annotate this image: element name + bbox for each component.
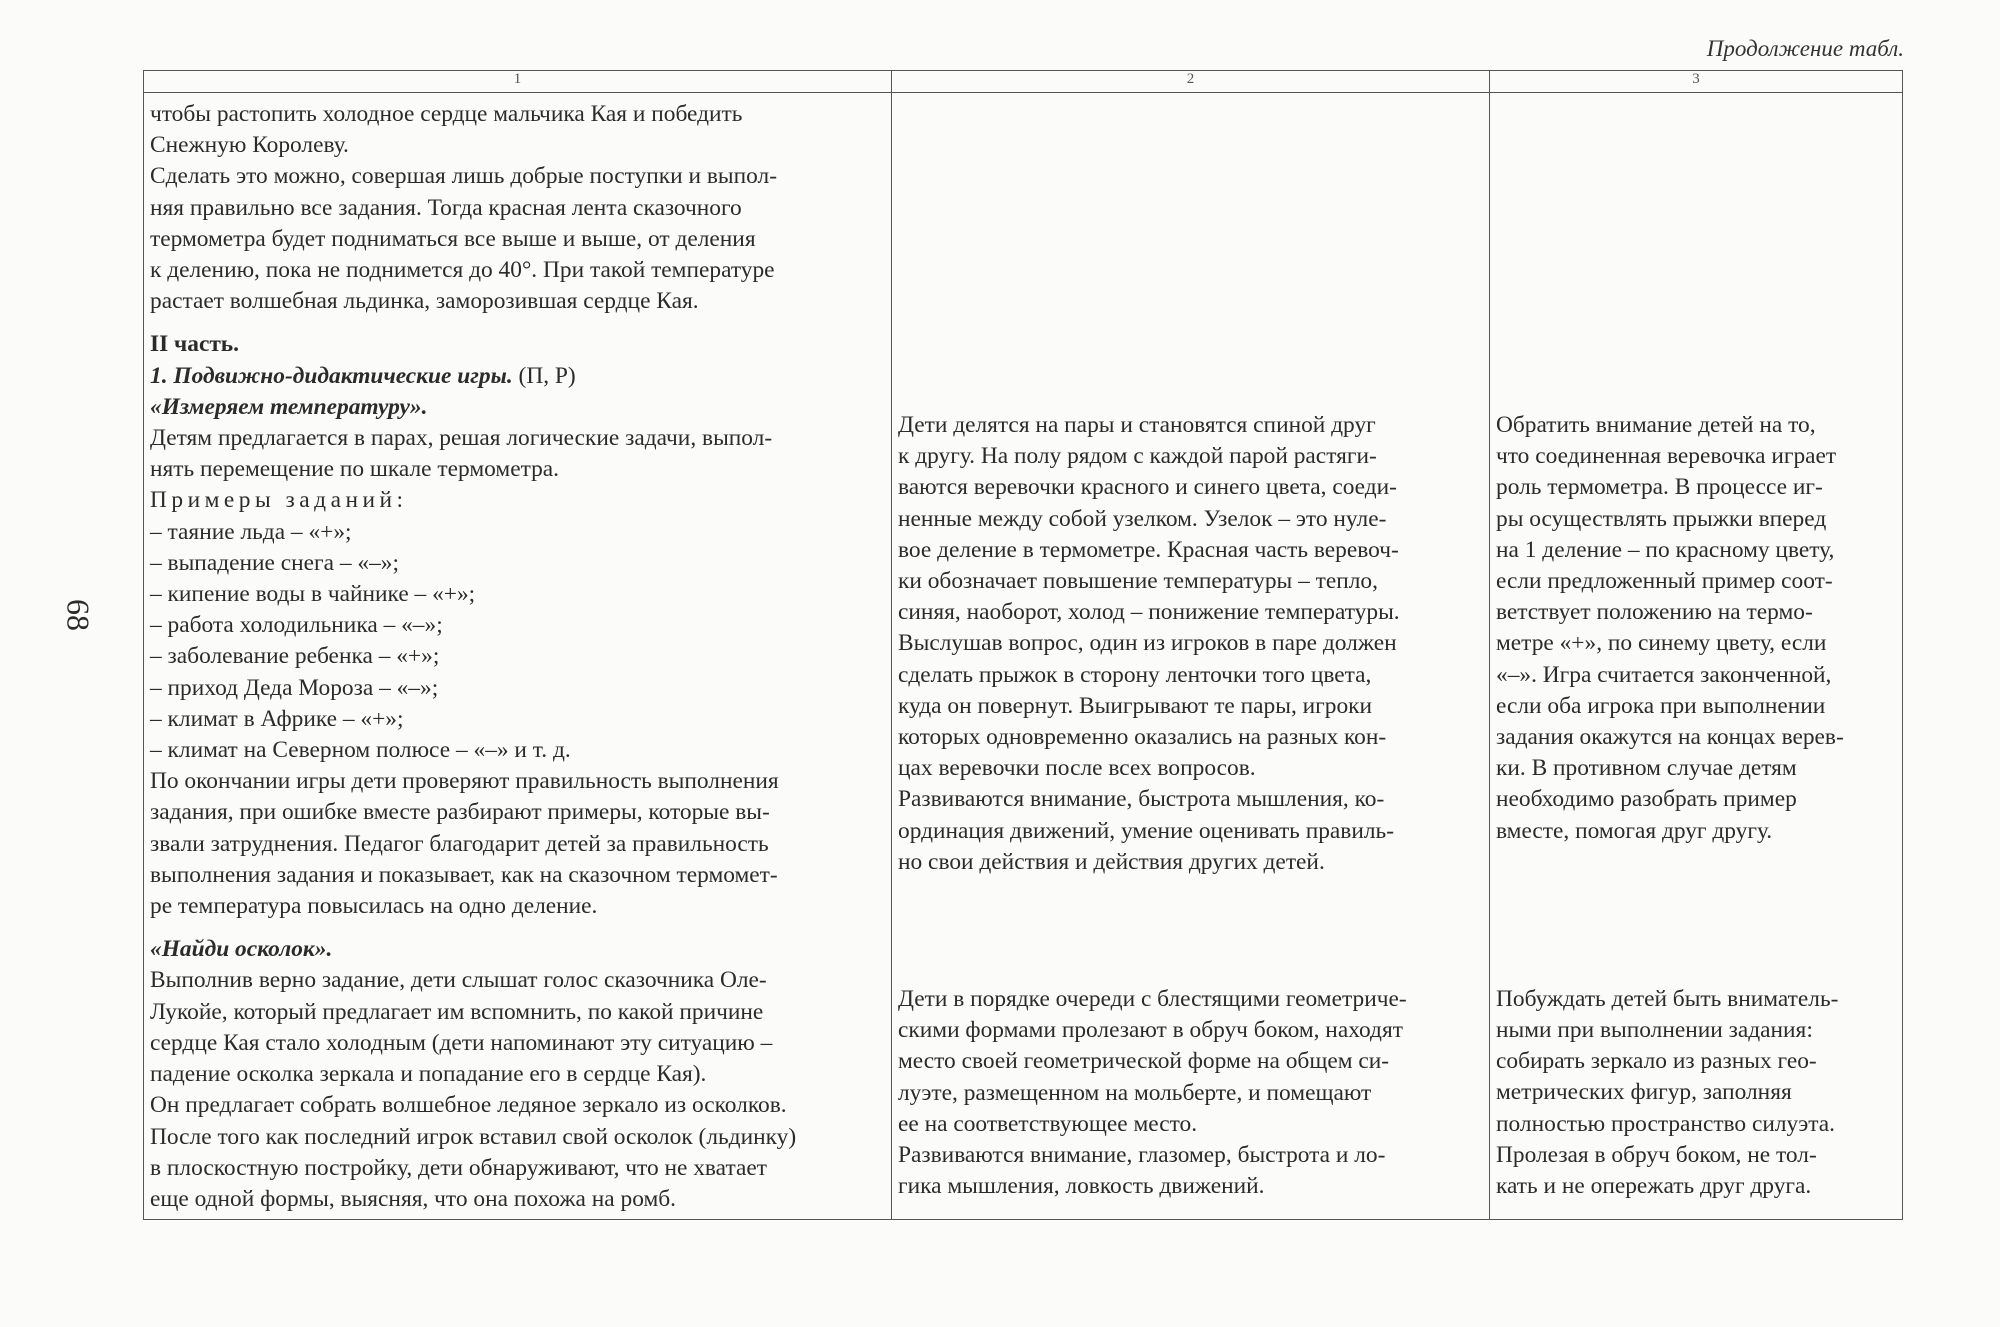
text-line: ре температура повысилась на одно деление. xyxy=(150,893,598,920)
example-item: – выпадение снега – «–»; xyxy=(150,549,399,576)
game-title: «Найди осколок». xyxy=(150,936,333,963)
column-header: 2 xyxy=(892,71,1490,93)
example-item: – кипение воды в чайнике – «+»; xyxy=(150,581,476,608)
example-item: – климат на Северном полюсе – «–» и т. д. xyxy=(150,737,571,764)
text-line: метрических фигур, заполняя xyxy=(1496,1079,1792,1106)
text-line: Развиваются внимание, глазомер, быстрота и ло- xyxy=(898,1142,1386,1169)
text-line: выполнения задания и показывает, как на сказочном термомет- xyxy=(150,861,778,888)
lesson-table xyxy=(143,70,1903,1220)
text-line: После того как последний игрок вставил свой осколок (льдинку) xyxy=(150,1123,797,1150)
content-cell xyxy=(144,93,892,1220)
content-cell xyxy=(892,93,1490,1220)
text-line: что соединенная веревочка играет xyxy=(1496,443,1837,470)
text-line: ры осуществлять прыжки вперед xyxy=(1496,505,1827,532)
text-line: По окончании игры дети проверяют правильность выполнения xyxy=(150,768,779,795)
text-line: термометра будет подниматься все выше и выше, от деления xyxy=(150,225,756,252)
text-line: в плоскостную постройку, дети обнаруживают, что не хватает xyxy=(150,1154,767,1181)
text-line: Дети в порядке очереди с блестящими геометриче- xyxy=(898,986,1407,1013)
text-line: скими формами пролезают в обруч боком, находят xyxy=(898,1017,1403,1044)
text-line: метре «+», по синему цвету, если xyxy=(1496,630,1827,657)
text-line: которых одновременно оказались на разных кон- xyxy=(898,724,1387,751)
text-line: падение осколка зеркала и попадание его в сердце Кая). xyxy=(150,1061,707,1088)
continuation-label: Продолжение табл. xyxy=(1706,36,1904,61)
text-line: Лукойе, который предлагает им вспомнить, по какой причине xyxy=(150,998,764,1025)
text-line: луэте, размещенном на мольберте, и помещают xyxy=(898,1079,1372,1106)
text-line: цах веревочки после всех вопросов. xyxy=(898,755,1256,782)
text-line: Детям предлагается в парах, решая логические задачи, выпол- xyxy=(150,425,773,452)
text-line: Он предлагает собрать волшебное ледяное зеркало из осколков. xyxy=(150,1092,787,1119)
text-line: задания, при ошибке вместе разбирают примеры, которые вы- xyxy=(150,799,770,826)
text-line: Дети делятся на пары и становятся спиной друг xyxy=(898,412,1376,438)
page-number: 68 xyxy=(60,599,97,631)
text-line: Развиваются внимание, быстрота мышления, ко- xyxy=(898,786,1385,813)
text-line: Сделать это можно, совершая лишь добрые поступки и выпол- xyxy=(150,163,777,190)
text-line: вое деление в термометре. Красная часть веревоч- xyxy=(898,536,1399,563)
examples-title: Примеры заданий: xyxy=(150,487,408,514)
text-line: задания окажутся на концах верев- xyxy=(1496,724,1844,751)
text-line: если предложенный пример соот- xyxy=(1496,568,1833,595)
text-line: к делению, пока не поднимется до 40°. При такой температуре xyxy=(150,257,775,284)
text-line: ненные между собой узелком. Узелок – это нуле- xyxy=(898,505,1387,532)
text-line: место своей геометрической форме на общем си- xyxy=(898,1048,1390,1075)
text-line: ординация движений, умение оценивать правиль- xyxy=(898,817,1394,844)
text-line: еще одной формы, выясняя, что она похожа на ромб. xyxy=(150,1185,677,1212)
text-line: роль термометра. В процессе иг- xyxy=(1496,474,1823,501)
game-title: «Измеряем температуру». xyxy=(150,393,428,420)
text-line: Пролезая в обруч боком, не тол- xyxy=(1496,1141,1817,1168)
text-line: сердце Кая стало холодным (дети напоминают эту ситуацию – xyxy=(150,1029,773,1056)
text-line: кать и не опережать друг друга. xyxy=(1496,1173,1812,1200)
example-item: – заболевание ребенка – «+»; xyxy=(150,643,440,670)
section-heading xyxy=(150,361,885,392)
section-suffix: (П, Р) xyxy=(512,362,576,389)
text-line: Выполнив верно задание, дети слышат голос сказочника Оле- xyxy=(150,967,767,994)
text-line: собирать зеркало из разных гео- xyxy=(1496,1048,1817,1075)
text-line: «–». Игра считается законченной, xyxy=(1496,661,1832,688)
part-title: II часть. xyxy=(150,331,240,358)
column-header-row xyxy=(144,71,1903,93)
text-line: необходимо разобрать пример xyxy=(1496,786,1797,813)
text-line: Обратить внимание детей на то, xyxy=(1496,412,1816,438)
column-header: 1 xyxy=(144,71,892,93)
text-line: нять перемещение по шкале термометра. xyxy=(150,456,560,483)
example-item: – работа холодильника – «–»; xyxy=(150,612,443,639)
text-line: куда он повернут. Выигрывают те пары, игроки xyxy=(898,692,1373,719)
text-line: синяя, наоборот, холод – понижение температуры. xyxy=(898,599,1400,626)
text-line: ее на соответствующее место. xyxy=(898,1110,1198,1137)
text-line: ки обозначает повышение температуры – тепло, xyxy=(898,568,1378,595)
example-item: – таяние льда – «+»; xyxy=(150,518,352,545)
text-line: к другу. На полу рядом с каждой парой растяги- xyxy=(898,443,1377,470)
example-item: – климат в Африке – «+»; xyxy=(150,705,404,732)
text-line: если оба игрока при выполнении xyxy=(1496,692,1826,719)
example-item: – приход Деда Мороза – «–»; xyxy=(150,674,439,701)
text-line: ветствует положению на термо- xyxy=(1496,599,1813,626)
text-line: гика мышления, ловкость движений. xyxy=(898,1173,1265,1200)
section-title: 1. Подвижно-дидактические игры. xyxy=(150,362,513,389)
content-cell xyxy=(1490,93,1903,1220)
text-line: Побуждать детей быть вниматель- xyxy=(1496,985,1839,1012)
text-line: растает волшебная льдинка, заморозившая сердце Кая. xyxy=(150,288,699,315)
text-line: Выслушав вопрос, один из игроков в паре должен xyxy=(898,630,1397,657)
text-line: звали затруднения. Педагог благодарит детей за правильность xyxy=(150,830,769,857)
text-line: полностью пространство силуэта. xyxy=(1496,1110,1836,1137)
text-line: Снежную Королеву. xyxy=(150,132,349,159)
text-line: чтобы растопить холодное сердце мальчика Кая и победить xyxy=(150,101,743,127)
text-line: но свои действия и действия других детей. xyxy=(898,848,1325,875)
text-line: ки. В противном случае детям xyxy=(1496,755,1797,782)
text-line: ными при выполнении задания: xyxy=(1496,1017,1813,1044)
text-line: вместе, помогая друг другу. xyxy=(1496,817,1773,844)
table-row xyxy=(144,93,1903,1220)
text-line: сделать прыжок в сторону ленточки того цвета, xyxy=(898,661,1372,688)
text-line: няя правильно все задания. Тогда красная лента сказочного xyxy=(150,194,742,221)
text-line: ваются веревочки красного и синего цвета, соеди- xyxy=(898,474,1397,501)
text-line: на 1 деление – по красному цвету, xyxy=(1496,536,1835,563)
column-header: 3 xyxy=(1490,71,1903,93)
